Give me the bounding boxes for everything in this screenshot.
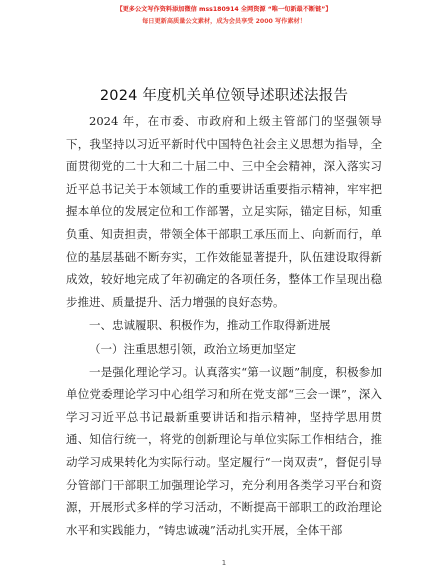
document-body [66,110,382,541]
promo-banner-line-1: 【更多公文写作资料添加微信 mss180914 全网资源 “唯一旬新最不断链”】 [116,6,332,13]
promo-banner-line-2: 每日更新高质量公文素材，成为会员享受 2000 写作素材！ [142,18,306,25]
subsection-heading-1: （一）注重思想引领，政治立场更加坚定 [89,341,296,356]
theory-study-paragraph: 一是强化理论学习。认真落实“第一议题”制度，积极参加单位党委理论学习中心组学习和所在党支部“三会一课”，深入学习习近平总书记最新重要讲话和指示精神，坚持学思用贯通、知信行统一，将党的创新理论与单位实际工作相结合，推动学习成果转化为实际行动。坚定履行“一岗双责”，督促引导分管部门干部职工加强理论学习，充分利用各类学习平台和资源，开展形式多样的学习活动，不断提高干部职工的政治理论水平和实践能力，“铸忠诚魂”活动扎实开展，全体干部 [66,364,382,537]
page-number: 1 [221,559,227,567]
intro-paragraph: 2024 年，在市委、市政府和上级主管部门的坚强领导下，我坚持以习近平新时代中国特色社会主义思想为指导，全面贯彻党的二十大和二十届二中、三中全会精神，深入落实习近平总书记关于本领域工作的重要讲话重要指示精神，牢牢把握本单位的发展定位和工作部署，立足实际，锚定目标，知重负重、知责担责，带领全体干部职工承压而上、向新而行，单位的基层基础不断夯实，工作效能显著提升，队伍建设取得新成效，较好地完成了年初确定的各项任务，整体工作呈现出稳步推进、质量提升、活力增强的良好态势。 [66,114,382,309]
promo-banner [0,4,448,28]
document-title: 2024 年度机关单位领导述职述法报告 [99,88,349,104]
section-heading-1: 一、忠诚履职、积极作为，推动工作取得新进展 [89,318,331,333]
